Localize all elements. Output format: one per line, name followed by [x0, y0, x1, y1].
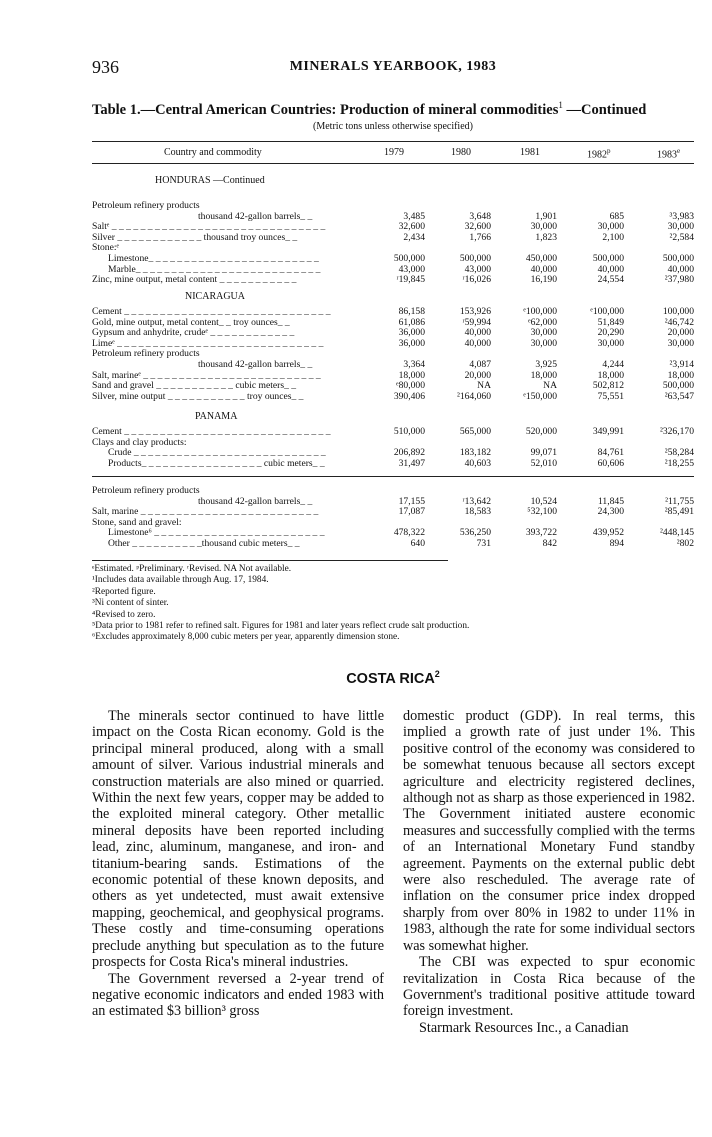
row-value: 1,901	[535, 210, 557, 222]
row-value: 40,000	[530, 263, 557, 275]
row-label: Salt, marine _ _ _ _ _ _ _ _ _ _ _ _ _ _ _ _ _ _ _ _ _ _ _ _ _	[92, 506, 319, 518]
row-value: ²326,170	[659, 426, 694, 437]
row-value: 31,497	[398, 457, 425, 469]
row-value: 450,000	[525, 252, 557, 264]
section-honduras: HONDURAS —Continued	[155, 175, 265, 186]
row-value: 731	[476, 537, 491, 549]
row-value: ᵉ100,000	[523, 306, 557, 317]
row-value: ²46,742	[664, 316, 694, 328]
row-value: 36,000	[398, 337, 425, 349]
table-subtitle: (Metric tons unless otherwise specified)	[313, 121, 473, 132]
row-value: 153,926	[459, 306, 491, 317]
row-value: 17,155	[398, 495, 425, 507]
row-value: ʳ13,642	[462, 495, 491, 507]
page-header	[92, 57, 694, 77]
row-value: 842	[542, 537, 557, 549]
table-row	[92, 459, 694, 470]
column-year-header: 1980	[451, 147, 471, 158]
row-value: 1,766	[469, 231, 491, 243]
row-label: Limestone_ _ _ _ _ _ _ _ _ _ _ _ _ _ _ _ _ _ _ _ _ _ _ _	[108, 252, 319, 264]
row-value: 1,823	[535, 231, 557, 243]
row-value: 30,000	[597, 337, 624, 349]
row-value: 2,100	[602, 231, 624, 243]
table-header-rule	[92, 163, 694, 164]
row-value: 520,000	[525, 426, 557, 437]
table-column-header	[92, 147, 694, 161]
row-label: Cement _ _ _ _ _ _ _ _ _ _ _ _ _ _ _ _ _ _ _ _ _ _ _ _ _ _ _ _ _	[92, 426, 331, 437]
row-label: Cement _ _ _ _ _ _ _ _ _ _ _ _ _ _ _ _ _ _ _ _ _ _ _ _ _ _ _ _ _	[92, 306, 331, 317]
row-value: 51,849	[597, 316, 624, 328]
row-value: ²63,547	[664, 390, 694, 402]
table-top-rule	[92, 141, 694, 142]
table-title: Table 1.—Central American Countries: Production of mineral commodities$^1$ —Continued	[92, 100, 647, 118]
row-value: 36,000	[398, 327, 425, 339]
row-label: Sand and gravel _ _ _ _ _ _ _ _ _ _ _ cubic meters_ _	[92, 380, 297, 392]
footnote: ³Ni content of sinter.	[92, 598, 169, 609]
row-value: 439,952	[592, 527, 624, 539]
row-value: 99,071	[530, 447, 557, 459]
row-value: 86,158	[398, 306, 425, 317]
row-value: 40,000	[464, 327, 491, 339]
row-value: ²37,980	[664, 274, 694, 286]
paragraph: The minerals sector continued to have little impact on the Costa Rican economy. Gold is the principal mineral produced, along with a small amount of silver. Various industrial minerals and construction materials are also mined or quarried. Within the next few years, copper may be added to the exploited mineral category. Other metallic mineral deposits have been reported including lead, zinc, aluminum, manganese, and iron- and titanium-bearing sands. Estimations of the economic potential of these known deposits, and others as yet undetected, must await extensive mapping, geochemical, and geophysical programs. These costly and time-consuming operations preclude anything but speculation as to the future prospects for Costa Rica's mineral industries.	[92, 708, 384, 971]
row-value: 20,000	[464, 369, 491, 381]
paragraph: domestic product (GDP). In real terms, this implied a growth rate of just under 1%. This positive control of the economy was considered to be somewhat tenuous because all sectors except agriculture and electricity registered declines, although not as sharp as those experienced in 1982. The Government initiated austere economic measures and successfully complied with the terms of an International Monetary Fund standby agreement. Payments on the external public debt were also rescheduled. The average rate of inflation on the consumer price index dropped sharply from over 80% in 1982 to under 11% in 1983, although the rate for some individual sectors was somewhat higher.	[403, 708, 695, 954]
table-row	[92, 233, 694, 244]
table-row	[92, 507, 694, 518]
column-year-header: 1983e	[657, 147, 681, 161]
row-value: 60,606	[597, 457, 624, 469]
row-label: Stone, sand and gravel:	[92, 516, 182, 528]
row-label: Salt, marineᵉ _ _ _ _ _ _ _ _ _ _ _ _ _ _ _ _ _ _ _ _ _ _ _ _ _	[92, 369, 321, 381]
row-value: NA	[477, 380, 491, 392]
row-value: ²3,914	[669, 358, 694, 370]
section-nicaragua: NICARAGUA	[185, 291, 245, 302]
row-value: ᵉ80,000	[396, 380, 425, 392]
row-label: thousand 42-gallon barrels_ _	[198, 495, 313, 507]
section-heading-costa-rica: COSTA RICA$^2$	[346, 669, 440, 687]
row-value: 10,524	[530, 495, 557, 507]
panama-rows-continued	[92, 486, 694, 550]
row-value: 3,925	[535, 358, 557, 370]
footnote: ᵉEstimated. ᵖPreliminary. ʳRevised. NA Not available.	[92, 564, 292, 574]
row-value: ²58,284	[664, 447, 694, 459]
row-value: 30,000	[667, 221, 694, 233]
footnote: ¹Includes data available through Aug. 17, 1984.	[92, 575, 269, 586]
row-value: ²18,255	[664, 457, 694, 469]
row-value: ʳ59,994	[462, 316, 491, 328]
row-value: 24,554	[597, 274, 624, 286]
row-value: 3,364	[403, 358, 425, 370]
table-mid-rule	[92, 476, 694, 477]
nicaragua-rows	[92, 307, 694, 402]
row-value: ³3,983	[669, 210, 694, 222]
row-label: Limeᵉ _ _ _ _ _ _ _ _ _ _ _ _ _ _ _ _ _ _ _ _ _ _ _ _ _ _ _ _ _	[92, 337, 324, 349]
footnote: ⁴Revised to zero.	[92, 609, 156, 620]
row-value: 500,000	[592, 252, 624, 264]
row-value: 500,000	[459, 252, 491, 264]
row-value: 43,000	[464, 263, 491, 275]
row-value: 32,600	[398, 221, 425, 233]
row-value: 183,182	[459, 447, 491, 459]
row-value: 16,190	[530, 274, 557, 286]
paragraph: The Government reversed a 2-year trend of negative economic indicators and ended 1983 with an estimated $3 billion³ gross	[92, 970, 384, 1020]
row-value: 685	[609, 210, 624, 222]
row-value: 61,086	[398, 316, 425, 328]
row-value: 30,000	[667, 337, 694, 349]
row-label: Other _ _ _ _ _ _ _ _ _ _thousand cubic meters_ _	[108, 537, 300, 549]
row-value: 30,000	[530, 337, 557, 349]
row-value: 40,000	[667, 263, 694, 275]
row-value: 894	[609, 537, 624, 549]
table-row	[92, 254, 694, 265]
row-value: 18,000	[398, 369, 425, 381]
row-label: Marble_ _ _ _ _ _ _ _ _ _ _ _ _ _ _ _ _ _ _ _ _ _ _ _ _ _	[108, 263, 321, 275]
row-value: ᵉ100,000	[590, 306, 624, 317]
row-label: Crude _ _ _ _ _ _ _ _ _ _ _ _ _ _ _ _ _ _ _ _ _ _ _ _ _ _ _	[108, 447, 326, 459]
table-row	[92, 307, 694, 318]
footnote: ⁵Data prior to 1981 refer to refined salt. Figures for 1981 and later years reflect crude salt production.	[92, 621, 470, 632]
panama-rows	[92, 427, 694, 469]
row-value: 40,000	[597, 263, 624, 275]
row-label: thousand 42-gallon barrels_ _	[198, 210, 313, 222]
row-value: 32,600	[464, 221, 491, 233]
column-year-header: 1981	[520, 147, 540, 158]
row-value: ²164,060	[456, 390, 491, 402]
row-value: 500,000	[662, 252, 694, 264]
row-value: 349,991	[592, 426, 624, 437]
row-label: Petroleum refinery products	[92, 348, 200, 360]
row-value: ʳ19,845	[396, 274, 425, 286]
row-value: 565,000	[459, 426, 491, 437]
row-value: 43,000	[398, 263, 425, 275]
row-label: Products_ _ _ _ _ _ _ _ _ _ _ _ _ _ _ _ _ cubic meters_ _	[108, 457, 325, 469]
row-value: ᵉ150,000	[523, 390, 557, 402]
table-row	[92, 427, 694, 438]
row-value: ²448,145	[659, 527, 694, 539]
row-value: 640	[410, 537, 425, 549]
column-year-header: 1982$^p$	[587, 147, 611, 161]
row-value: 11,845	[597, 495, 624, 507]
table-row	[92, 275, 694, 286]
row-value: 206,892	[393, 447, 425, 459]
row-value: 40,000	[464, 337, 491, 349]
row-value: 4,244	[602, 358, 624, 370]
row-value: 3,648	[469, 210, 491, 222]
row-label: Clays and clay products:	[92, 436, 187, 448]
table-row	[92, 360, 694, 371]
body-column-left	[92, 708, 384, 1020]
row-value: ⁵32,100	[527, 506, 557, 518]
row-value: 30,000	[597, 221, 624, 233]
row-value: 84,761	[597, 447, 624, 459]
row-value: 4,087	[469, 358, 491, 370]
row-value: 100,000	[662, 306, 694, 317]
row-label: Petroleum refinery products	[92, 485, 200, 496]
row-value: ʳ16,026	[462, 274, 491, 286]
row-value: ²802	[676, 537, 694, 549]
row-value: 30,000	[530, 221, 557, 233]
row-value: 3,485	[403, 210, 425, 222]
row-value: 18,000	[597, 369, 624, 381]
row-value: 52,010	[530, 457, 557, 469]
row-value: 500,000	[662, 380, 694, 392]
page-number: 936	[92, 57, 119, 77]
body-column-right	[403, 708, 695, 1036]
running-title: MINERALS YEARBOOK, 1983	[289, 59, 497, 74]
row-value: 393,722	[525, 527, 557, 539]
row-value: 2,434	[403, 231, 425, 243]
row-value: 18,000	[667, 369, 694, 381]
paragraph: The CBI was expected to spur economic revitalization in Costa Rica because of the Government's traditional positive attitude toward foreign investment.	[403, 954, 695, 1020]
row-label: Gold, mine output, metal content_ _ troy ounces_ _	[92, 316, 290, 328]
row-value: 478,322	[393, 527, 425, 539]
table-row	[92, 392, 694, 403]
footnote-rule	[92, 560, 448, 561]
table-row	[92, 201, 694, 212]
row-label: Petroleum refinery products	[92, 200, 200, 211]
row-label: Saltᵉ _ _ _ _ _ _ _ _ _ _ _ _ _ _ _ _ _ _ _ _ _ _ _ _ _ _ _ _ _ _	[92, 221, 326, 233]
footnote: ²Reported figure.	[92, 586, 156, 597]
footnote: ⁶Excludes approximately 8,000 cubic meters per year, apparently dimension stone.	[92, 632, 400, 643]
table-footnotes	[92, 564, 694, 644]
row-value: 536,250	[459, 527, 491, 539]
row-label: Silver, mine output _ _ _ _ _ _ _ _ _ _ _ troy ounces_ _	[92, 390, 304, 402]
paragraph: Starmark Resources Inc., a Canadian	[419, 1019, 629, 1036]
row-label: Stone:ᵉ	[92, 242, 119, 254]
table-row	[92, 539, 694, 550]
row-value: ²2,584	[669, 231, 694, 243]
row-label: thousand 42-gallon barrels_ _	[198, 358, 313, 370]
row-value: 20,290	[597, 327, 624, 339]
row-value: 40,603	[464, 457, 491, 469]
row-value: 390,406	[393, 390, 425, 402]
section-panama: PANAMA	[195, 411, 238, 422]
row-value: 30,000	[530, 327, 557, 339]
row-label: Gypsum and anhydrite, crudeᵉ _ _ _ _ _ _ _ _ _ _ _ _	[92, 327, 295, 339]
row-value: ²85,491	[664, 506, 694, 518]
row-value: 502,812	[592, 380, 624, 392]
row-value: 500,000	[393, 252, 425, 264]
row-label: Silver _ _ _ _ _ _ _ _ _ _ _ _ thousand troy ounces_ _	[92, 231, 298, 243]
row-value: 18,583	[464, 506, 491, 518]
row-value: 510,000	[393, 426, 425, 437]
row-value: 18,000	[530, 369, 557, 381]
column-year-header: 1979	[384, 147, 404, 158]
row-value: ²11,755	[665, 495, 694, 507]
row-value: 75,551	[597, 390, 624, 402]
row-label: Zinc, mine output, metal content _ _ _ _ _ _ _ _ _ _ _	[92, 274, 297, 286]
row-label: Limestone⁶ _ _ _ _ _ _ _ _ _ _ _ _ _ _ _ _ _ _ _ _ _ _ _ _	[108, 527, 325, 539]
row-value: 17,087	[398, 506, 425, 518]
row-value: ᵉ62,000	[528, 316, 557, 328]
row-value: NA	[543, 380, 557, 392]
column-country-header: Country and commodity	[164, 147, 262, 158]
table-row	[92, 486, 694, 497]
row-value: 24,300	[597, 506, 624, 518]
honduras-rows	[92, 201, 694, 286]
row-value: 20,000	[667, 327, 694, 339]
